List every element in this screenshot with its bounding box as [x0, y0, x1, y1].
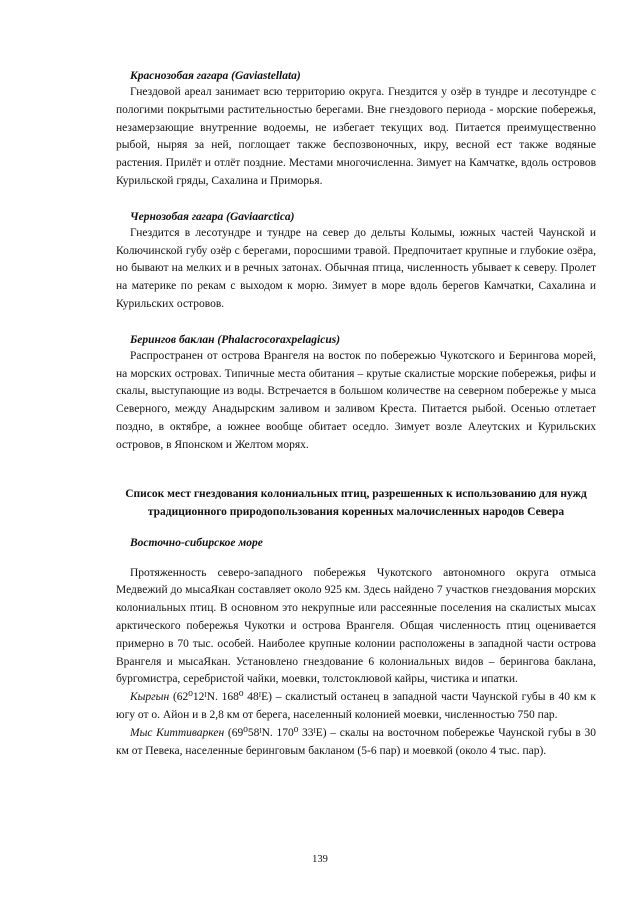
- section-paragraph: Гнездовой ареал занимает всю территорию округа. Гнездится у озёр в тундре и лесотундре с пологими покрытыми растительностью берегами. Вне гнездового периода - морские побережья, незамерзающие внутренние водоемы, не избегает текущих вод. Питается преимущественно рыбой, ныряя за ней, поглощает также беспозвоночных, икру, весной ест также водяные растения. Прилёт и отлёт поздние. Местами многочисленна. Зимует на Камчатке, вдоль островов Курильской гряды, Сахалина и Приморья.: [116, 86, 596, 187]
- section-heading: Берингов баклан (Phalacrocoraxpelagicus): [130, 333, 341, 346]
- intro-paragraph: Протяженность северо-западного побережья Чукотского автономного округа отмыса Медвежий до мысаЯкан составляет около 925 км. Здесь найдено 7 участков гнездования морских колониальных птиц. В основном это некрупные или рассеянные поселения на скалистых мысах арктического побережья Чукотки и острова Врангеля. Общая численность птиц оценивается примерно в 70 тыс. особей. Наиболее крупные колонии расположены в западной части острова Врангеля и мысаЯкан. Установлено гнездование 6 колониальных видов – берингова баклана, бургомистра, серебристой чайки, моевки, толстоклювой кайры, чистика и ипатки.: [116, 566, 596, 686]
- section-red-throated-loon: [116, 68, 596, 191]
- section-pelagic-cormorant: [116, 332, 596, 455]
- site-name: Мыс Киттиваркен: [130, 726, 225, 739]
- site-entry: [116, 689, 596, 725]
- page-content: [116, 68, 596, 760]
- subsection-heading: Восточно-сибирское море: [130, 536, 263, 549]
- site-coords: (69⁰58ᴵN. 170⁰ 33ᴵE): [227, 726, 327, 739]
- section-paragraph: Распространен от острова Врангеля на восток по побережью Чукотского и Берингова морей, на морских островах. Типичные места обитания – крутые скалистые морские побережья, рифы и скалы, выступающие из воды. Встречается в большом количестве на северном побережье у мыса Северного, между Анадырским заливом и заливом Креста. Питается рыбой. Осенью отлетает поздно, в октябре, а южнее вообще обитает оседло. Зимует возле Алеутских и Курильских островов, в Японском и Желтом морях.: [116, 349, 596, 451]
- site-description: – скалы на восточном побережье Чаунской губы в 30 км от Певека, населенные беринговым бакланом (5-6 пар) и моевкой (около 4 тыс. пар).: [116, 726, 596, 757]
- section-black-throated-loon: [116, 209, 596, 314]
- section-heading: Краснозобая гагара (Gaviastellata): [130, 70, 301, 82]
- section-heading: Чернозобая гагара (Gaviaarctica): [130, 210, 295, 223]
- site-description: – скалистый останец в западной части Чаунской губы в 40 км к югу от о. Айон и в 2,8 км от берега, населенный колонией моевки, численностью 750 пар.: [116, 691, 597, 721]
- section-paragraph: Гнездится в лесотундре и тундре на север до дельты Колымы, южных частей Чаунской и Колючинской губу озёр с берегами, поросшими травой. Предпочитает крупные и глубокие озёра, но бывают на мелких и в речных затонах. Обычная птица, численность убывает к северу. Пролет на материке по рекам с выходом к морю. Зимует в море вдоль берегов Камчатки, Сахалина и Курильских островов.: [116, 226, 596, 310]
- page-number: 139: [312, 854, 328, 865]
- site-name: Кыргын: [130, 691, 170, 704]
- list-title: Список мест гнездования колониальных птиц, разрешенных к использованию для нужд традиционного природопользования коренных малочисленных народов Севера: [125, 487, 587, 518]
- site-entry: [116, 725, 596, 761]
- site-coords: (62⁰12ᴵN. 168⁰ 48ᴵE): [172, 691, 272, 704]
